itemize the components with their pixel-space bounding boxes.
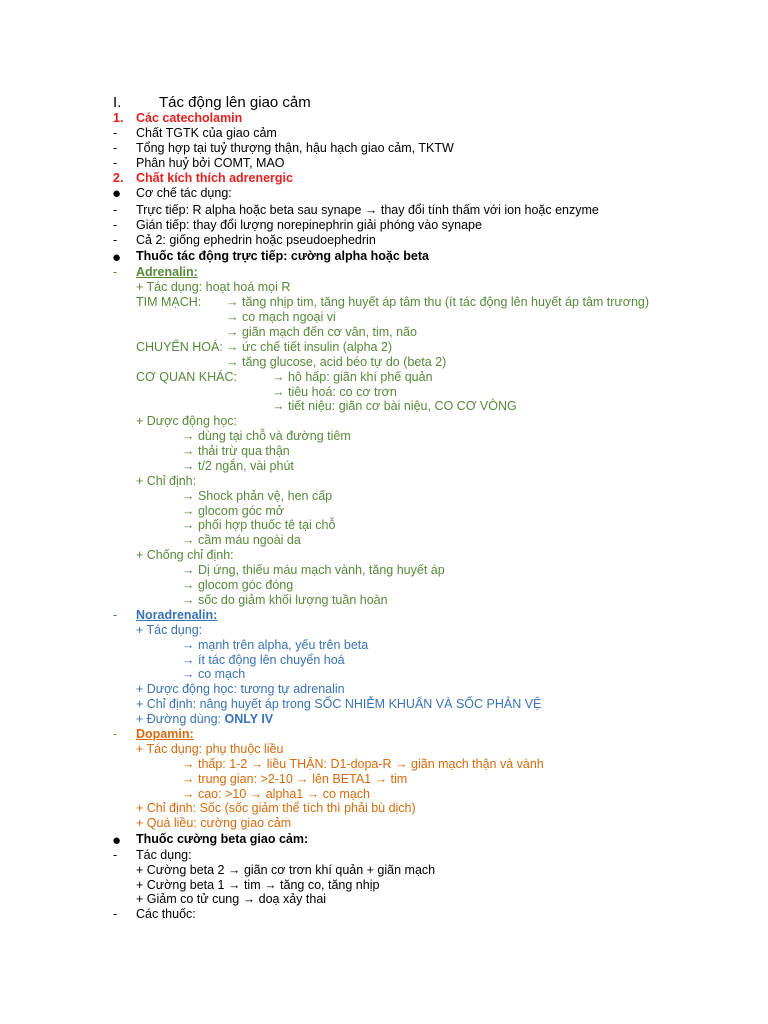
dash-marker: - [113, 907, 118, 921]
noradrenalin-pk: + Dược động học: tương tự adrenalin [136, 682, 345, 696]
beta-effect-item: + Giảm co tử cung → doạ xảy thai [136, 892, 327, 906]
section-number: I. [113, 94, 122, 111]
adrenalin-other-label: CƠ QUAN KHÁC: [136, 370, 238, 384]
beta-agonist-title: Thuốc cường beta giao cảm: [136, 832, 309, 846]
drug-name-dopamin: Dopamin: [136, 727, 194, 741]
adrenalin-pk-item: → thải trừ qua thận [182, 444, 290, 458]
dash-marker: - [113, 608, 118, 622]
mechanism-title: Cơ chế tác dụng: [136, 186, 232, 200]
adrenalin-metabolism-item: → tăng glucose, acid béo tự do (beta 2) [226, 355, 447, 369]
drug-name-adrenalin: Adrenalin: [136, 265, 198, 279]
direct-acting-title: Thuốc tác động trực tiếp: cường alpha hoặc beta [136, 249, 429, 263]
noradrenalin-effect-label: + Tác dụng: [136, 623, 203, 637]
adrenalin-pk-item: → t/2 ngắn, vài phút [182, 459, 294, 473]
drugs-title: Các thuốc: [136, 907, 196, 921]
heading-1-number: 1. [113, 111, 124, 125]
dash-marker: - [113, 203, 118, 217]
dopamin-dose-item: → trung gian: >2-10 → lên BETA1 → tim [182, 772, 408, 786]
adrenalin-contraindication-item: → sốc do giảm khối lượng tuần hoàn [182, 593, 388, 607]
list-item: Phân huỷ bởi COMT, MAO [136, 156, 285, 170]
heading-2: Chất kích thích adrenergic [136, 171, 293, 185]
adrenalin-indication-label: + Chỉ định: [136, 474, 197, 488]
list-item: Tổng hợp tại tuỷ thượng thận, hậu hạch giao cảm, TKTW [136, 141, 454, 155]
adrenalin-other-item: → hô hấp: giãn khí phế quản [272, 370, 433, 384]
list-item: Chất TGTK của giao cảm [136, 126, 277, 140]
noradrenalin-route-value: ONLY IV [224, 712, 274, 726]
noradrenalin-effect-item: → ít tác động lên chuyển hoá [182, 653, 345, 667]
adrenalin-metabolism-label: CHUYỂN HOÁ: [136, 340, 223, 354]
adrenalin-indication-item: → cầm máu ngoài da [182, 533, 301, 547]
dash-marker: - [113, 265, 118, 279]
dopamin-dose-item: → thấp: 1-2 → liều THẬN: D1-dopa-R → giãn mạch thận và vành [182, 757, 544, 771]
adrenalin-cv-label: TIM MẠCH: [136, 295, 202, 309]
dopamin-indication: + Chỉ định: Sốc (sốc giảm thể tích thì phải bù dịch) [136, 801, 416, 815]
adrenalin-other-item: → tiêu hoá: co cơ trơn [272, 385, 397, 399]
adrenalin-pk-item: → dùng tại chỗ và đường tiêm [182, 429, 351, 443]
noradrenalin-route [136, 712, 273, 727]
noradrenalin-effect-item: → co mạch [182, 667, 246, 681]
adrenalin-indication-item: → phối hợp thuốc tê tại chỗ [182, 518, 336, 532]
dash-marker: - [113, 126, 118, 140]
dopamin-effect: + Tác dụng: phụ thuộc liều [136, 742, 284, 756]
adrenalin-contraindication-item: → glocom góc đóng [182, 578, 294, 592]
noradrenalin-indication: + Chỉ định: nâng huyết áp trong SỐC NHIỄM KHUẨN VÀ SỐC PHẢN VỆ [136, 697, 542, 711]
beta-effect-item: + Cường beta 2 → giãn cơ trơn khí quản + giãn mạch [136, 863, 436, 877]
beta-effect-item: + Cường beta 1 → tim → tăng co, tăng nhịp [136, 878, 380, 892]
adrenalin-cv-item: → giãn mạch đến cơ vân, tim, não [226, 325, 417, 339]
list-item: Cả 2: giống ephedrin hoặc pseudoephedrin [136, 233, 376, 247]
adrenalin-metabolism-item: → ức chế tiết insulin (alpha 2) [226, 340, 393, 354]
bullet-marker: ● [112, 185, 122, 202]
noradrenalin-route-label: + Đường dùng: [136, 712, 225, 726]
adrenalin-effect: + Tác dụng: hoạt hoá mọi R [136, 280, 291, 294]
dash-marker: - [113, 727, 118, 741]
adrenalin-cv-item: → tăng nhịp tim, tăng huyết áp tâm thu (ít tác động lên huyết áp tâm trương) [226, 295, 650, 309]
adrenalin-indication-item: → Shock phản vệ, hen cấp [182, 489, 333, 503]
bullet-marker: ● [112, 832, 122, 849]
dopamin-overdose: + Quá liều: cường giao cảm [136, 816, 292, 830]
list-item: Gián tiếp: thay đổi lượng norepinephrin giải phóng vào synape [136, 218, 482, 232]
adrenalin-cv-item: → co mạch ngoại vi [226, 310, 336, 324]
adrenalin-other-item: → tiết niệu: giãn cơ bài niệu, CO CƠ VÒNG [272, 399, 517, 413]
heading-1: Các catecholamin [136, 111, 243, 125]
list-item: Trực tiếp: R alpha hoặc beta sau synape → thay đổi tính thấm với ion hoặc enzyme [136, 203, 599, 217]
adrenalin-contraindication-item: → Dị ứng, thiếu máu mạch vành, tăng huyết áp [182, 563, 445, 577]
dash-marker: - [113, 141, 118, 155]
dopamin-dose-item: → cao: >10 → alpha1 → co mạch [182, 787, 370, 801]
adrenalin-pk-label: + Dược động học: [136, 414, 237, 428]
dash-marker: - [113, 233, 118, 247]
heading-2-number: 2. [113, 171, 124, 185]
adrenalin-indication-item: → glocom góc mở [182, 504, 284, 518]
beta-effect-label: Tác dụng: [136, 848, 192, 862]
dash-marker: - [113, 218, 118, 232]
noradrenalin-effect-item: → mạnh trên alpha, yếu trên beta [182, 638, 369, 652]
adrenalin-contraindication-label: + Chống chỉ định: [136, 548, 234, 562]
dash-marker: - [113, 156, 118, 170]
dash-marker: - [113, 848, 118, 862]
drug-name-noradrenalin: Noradrenalin: [136, 608, 218, 622]
section-title: Tác động lên giao cảm [159, 94, 311, 111]
bullet-marker: ● [112, 249, 122, 266]
